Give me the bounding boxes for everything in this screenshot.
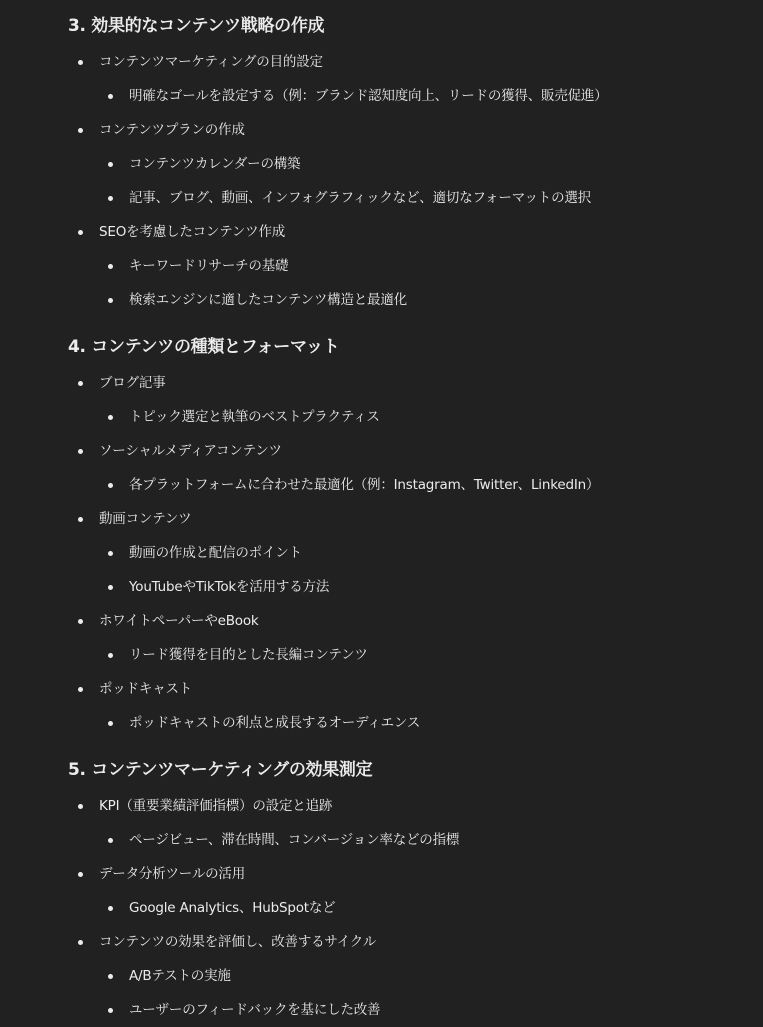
- list-item-text: 明確なゴールを設定する（例：ブランド認知度向上、リードの獲得、販売促進）: [129, 88, 608, 104]
- list-item: [68, 366, 763, 400]
- bullet-icon: [108, 264, 113, 269]
- list-item-text: ホワイトペーパーやeBook: [99, 613, 259, 629]
- bullet-icon: [78, 619, 83, 624]
- sub-list-item: [68, 959, 763, 993]
- sub-list-item: [68, 147, 763, 181]
- list-item-text: データ分析ツールの活用: [99, 866, 246, 882]
- list-item-text: 検索エンジンに適したコンテンツ構造と最適化: [129, 292, 407, 308]
- sub-list-item: [68, 468, 763, 502]
- sub-list-item: [68, 993, 763, 1027]
- list-item: [68, 925, 763, 959]
- list-item: [68, 434, 763, 468]
- list-item-text: A/Bテストの実施: [129, 968, 231, 984]
- bullet-icon: [78, 449, 83, 454]
- sub-list-item: [68, 891, 763, 925]
- sub-list-item: [68, 706, 763, 740]
- section-heading: 3. 効果的なコンテンツ戦略の作成: [68, 16, 325, 36]
- list-item: [68, 502, 763, 536]
- bullet-icon: [108, 1008, 113, 1013]
- bullet-icon: [108, 974, 113, 979]
- bullet-icon: [78, 230, 83, 235]
- list-item: [68, 215, 763, 249]
- list-item: [68, 45, 763, 79]
- bullet-icon: [78, 381, 83, 386]
- sub-list-item: [68, 823, 763, 857]
- bullet-icon: [78, 804, 83, 809]
- bullet-icon: [108, 551, 113, 556]
- list-item: [68, 672, 763, 706]
- section-heading: 4. コンテンツの種類とフォーマット: [68, 337, 340, 357]
- list-item: [68, 857, 763, 891]
- bullet-icon: [78, 940, 83, 945]
- bullet-icon: [108, 94, 113, 99]
- list-item-text: ページビュー、滞在時間、コンバージョン率などの指標: [129, 832, 460, 848]
- list-item: [68, 789, 763, 823]
- list-item-text: ポッドキャストの利点と成長するオーディエンス: [129, 715, 421, 731]
- bullet-icon: [108, 721, 113, 726]
- bullet-icon: [108, 298, 113, 303]
- bullet-icon: [108, 415, 113, 420]
- list-item-text: コンテンツプランの作成: [99, 122, 245, 138]
- list-item-text: リード獲得を目的とした長編コンテンツ: [129, 647, 368, 663]
- bullet-icon: [108, 196, 113, 201]
- list-item-text: コンテンツカレンダーの構築: [129, 156, 301, 172]
- bullet-icon: [78, 872, 83, 877]
- bullet-icon: [108, 162, 113, 167]
- bullet-icon: [108, 838, 113, 843]
- list-item-text: 動画コンテンツ: [99, 511, 192, 527]
- sub-list-item: [68, 249, 763, 283]
- list-item-text: キーワードリサーチの基礎: [129, 258, 289, 274]
- list-item-text: ソーシャルメディアコンテンツ: [99, 443, 282, 459]
- sub-list-item: [68, 400, 763, 434]
- list-item-text: KPI（重要業績評価指標）の設定と追跡: [99, 798, 333, 814]
- list-item-text: SEOを考慮したコンテンツ作成: [99, 224, 286, 240]
- list-item-text: 動画の作成と配信のポイント: [129, 545, 302, 561]
- list-item-text: コンテンツの効果を評価し、改善するサイクル: [99, 934, 377, 950]
- sub-list-item: [68, 283, 763, 317]
- bullet-icon: [78, 60, 83, 65]
- section-heading: 5. コンテンツマーケティングの効果測定: [68, 760, 373, 780]
- bullet-icon: [108, 483, 113, 488]
- sub-list-item: [68, 79, 763, 113]
- bullet-icon: [78, 687, 83, 692]
- bullet-icon: [108, 906, 113, 911]
- sub-list-item: [68, 638, 763, 672]
- bullet-icon: [108, 585, 113, 590]
- sub-list-item: [68, 181, 763, 215]
- list-item-text: ポッドキャスト: [99, 681, 193, 697]
- sub-list-item: [68, 570, 763, 604]
- list-item: [68, 113, 763, 147]
- bullet-icon: [78, 128, 83, 133]
- list-item-text: ユーザーのフィードバックを基にした改善: [129, 1002, 381, 1018]
- list-item: [68, 604, 763, 638]
- list-item-text: 記事、ブログ、動画、インフォグラフィックなど、適切なフォーマットの選択: [129, 190, 591, 206]
- list-item-text: トピック選定と執筆のベストプラクティス: [129, 409, 380, 425]
- list-item-text: YouTubeやTikTokを活用する方法: [129, 579, 330, 595]
- list-item-text: Google Analytics、HubSpotなど: [129, 900, 336, 916]
- list-item-text: ブログ記事: [99, 375, 166, 391]
- bullet-icon: [78, 517, 83, 522]
- sub-list-item: [68, 536, 763, 570]
- list-item-text: 各プラットフォームに合わせた最適化（例：Instagram、Twitter、LinkedIn）: [129, 477, 600, 493]
- list-item-text: コンテンツマーケティングの目的設定: [99, 54, 323, 70]
- bullet-icon: [108, 653, 113, 658]
